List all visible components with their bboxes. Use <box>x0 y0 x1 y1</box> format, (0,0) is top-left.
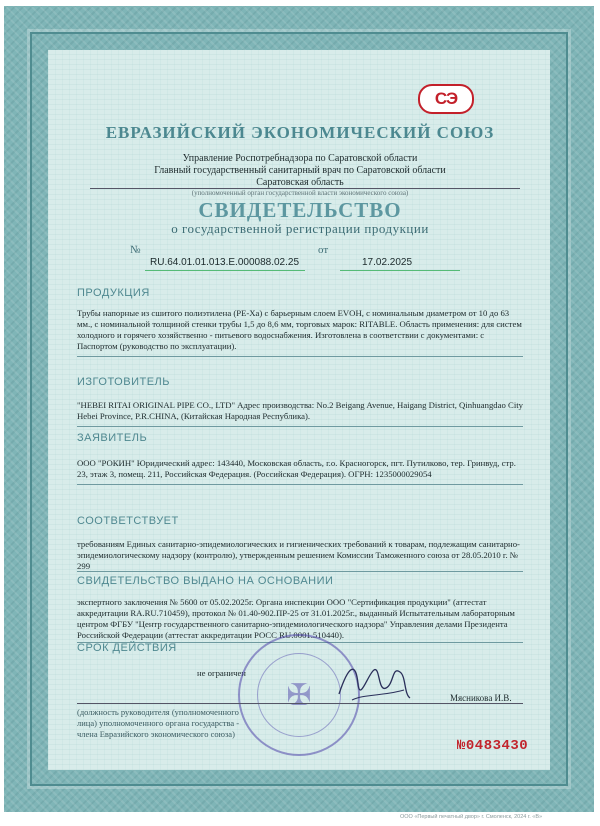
caption-line: лица) уполномоченного органа государства - <box>77 718 240 728</box>
registration-date: 17.02.2025 <box>362 257 413 268</box>
basis-text: экспертного заключения № 5600 от 05.02.2025г. Органа инспекции ООО "Сертификация продукции" (аттестат аккредитации RA.RU.710459), протокол № 01.40-902.ПР-25 от 31.01.2025г., выданный Испытательным лабораторным центром ФГБУ "Центр государственного санитарно-эпидемиологического надзора" Управления делами Президента Российской Федерации (аттестат аккредитации РОСС RU.0001.510440). <box>77 597 515 640</box>
date-underline <box>340 270 460 271</box>
authority-line: Главный государственный санитарный врач по Саратовской области <box>154 165 446 176</box>
number-label: № <box>130 244 141 256</box>
caption-line: (должность руководителя (уполномоченного <box>77 707 239 717</box>
product-heading: ПРОДУКЦИЯ <box>77 287 150 299</box>
registration-number: RU.64.01.01.013.E.000088.02.25 <box>150 257 300 268</box>
manufacturer-text: "HEBEI RITAI ORIGINAL PIPE CO., LTD" Адрес производства: No.2 Beigang Avenue, Haigang District, Qinhuangdao City Hebei Province, P.R.CHINA, (Китайская Народная Республика). <box>77 400 523 421</box>
section-divider <box>77 426 523 427</box>
eac-logo <box>418 84 474 114</box>
section-divider <box>77 484 523 485</box>
blank-serial-number: №0483430 <box>457 738 529 754</box>
certificate-subtitle: о государственной регистрации продукции <box>171 221 429 236</box>
complies-heading: СООТВЕТСТВУЕТ <box>77 515 179 527</box>
caption-line: члена Евразийского экономического союза) <box>77 729 235 739</box>
product-text: Трубы напорные из сшитого полиэтилена (PE-Xa) с барьерным слоем EVOH, с номинальным диаметром от 10 до 63 мм., с номинальной толщиной стенки трубы 1,5 до 8,6 мм, торговых марок: RITABLE. Область применения: для систем холодного и горячего хозяйственно - питьевого водоснабжения. Изготовлена в соответствии с документами: с Паспортом (руководство по эксплуатации). <box>77 308 522 351</box>
complies-text: требованиям Единых санитарно-эпидемиологических и гигиенических требований к товарам, подлежащим санитарно-эпидемиологическому надзору (контролю), утвержденным решением Комиссии Таможенного союза от 28.05.2010 г. № 299 <box>77 539 520 571</box>
applicant-text: ООО "РОКИН" Юридический адрес: 143440, Московская область, г.о. Красногорск, пгт. Путилково, тер. Гринвуд, стр. 23, этаж 3, помещ. 211, Российская Федерация. (Российская Федерация). ОГРН: 1235000029054 <box>77 458 516 479</box>
authority-line: Саратовская область <box>256 177 344 188</box>
manufacturer-heading: ИЗГОТОВИТЕЛЬ <box>77 376 170 388</box>
printer-footer: ООО «Первый печатный двор» г. Смоленск, 2024 г. «В» <box>400 814 543 820</box>
eagle-emblem-icon: ✠ <box>257 653 341 737</box>
union-title: ЕВРАЗИЙСКИЙ ЭКОНОМИЧЕСКИЙ СОЮЗ <box>105 123 495 142</box>
authority-line: Управление Роспотребнадзора по Саратовской области <box>182 153 418 164</box>
signatory-name: Мясникова И.В. <box>450 693 512 703</box>
date-label: от <box>318 244 329 256</box>
basis-heading: СВИДЕТЕЛЬСТВО ВЫДАНО НА ОСНОВАНИИ <box>77 575 334 587</box>
authority-note: (уполномоченный орган государственной власти экономического союза) <box>191 189 409 197</box>
number-underline <box>145 270 305 271</box>
validity-heading: СРОК ДЕЙСТВИЯ <box>77 642 177 654</box>
issuing-authority <box>80 153 520 189</box>
logo-text: СЭ <box>434 89 458 108</box>
validity-text: не ограничен <box>197 668 246 678</box>
signature-underline <box>77 703 523 704</box>
applicant-heading: ЗАЯВИТЕЛЬ <box>77 432 148 444</box>
signatory-caption <box>77 707 267 740</box>
section-divider <box>77 571 523 572</box>
handwritten-signature <box>334 654 414 709</box>
certificate-title: СВИДЕТЕЛЬСТВО <box>198 198 402 222</box>
section-divider <box>77 356 523 357</box>
